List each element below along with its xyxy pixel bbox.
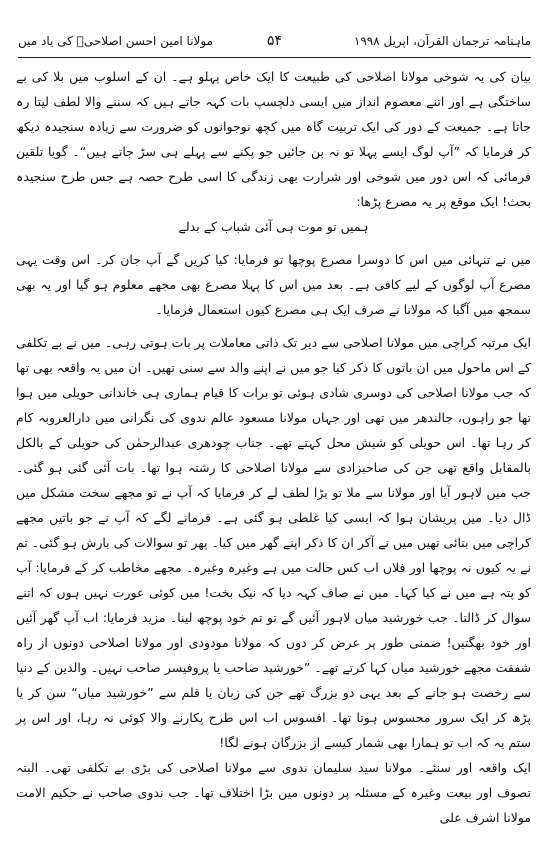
running-title: مولانا امین احسن اصلاحیؒ کی یاد میں [18, 34, 214, 48]
verse-line: ہمیں تو موت ہی آئی شباب کے بدلے [178, 219, 369, 234]
page-header [18, 30, 531, 52]
paragraph-4: ایک واقعہ اور سنئے۔ مولانا سید سلیمان ندوی سے مولانا اصلاحی کی بڑی بے تکلفی تھی۔ البتہ تصوف اور بیعت وغیرہ کے مسئلہ پر دونوں میں بڑا اختلاف تھا۔ جب ندوی صاحب نے حکیم الامت مولانا اشرف علی [16, 760, 531, 825]
paragraph-2: میں نے تنہائی میں اس کا دوسرا مصرع پوچھا تو فرمایا: کیا کریں گے آپ جان کر۔ اس وقت یہی مصرع آپ لوگوں کے لیے کافی ہے۔ بعد میں اس کا پہلا مصرع بھی مجھے معلوم ہو گیا اور یہ بھی سمجھ میں آگیا کہ مولانا نے صرف ایک ہی مصرع کیوں استعمال فرمایا۔ [16, 252, 531, 317]
header-divider [18, 57, 531, 58]
page-number: ۵۴ [266, 33, 283, 49]
journal-issue-label: ماہنامہ ترجمان القرآن، اپریل ۱۹۹۸ [353, 34, 531, 48]
paragraph-1: بیان کی یہ شوخی مولانا اصلاحی کی طبیعت کا ایک خاص پہلو ہے۔ ان کے اسلوب میں بلا کی بے ساختگی ہے اور اتنے معصوم انداز میں ایسی دلچسپ بات کہہ جاتے ہیں کہ سننے والا لطف لیتا رہ جاتا ہے۔ جمیعت کے دور کی ایک تربیت گاہ میں کچھ نوجوانوں کو ضرورت سے زیادہ سنجیدہ دیکھ کر فرمایا کہ ”آپ لوگ ایسے پہلا تو نہ بن جائیں جو پکنے سے پہلے ہی سڑ جاتے ہیں“۔ گویا تلقین فرمائی کہ اس دور میں شوخی اور شرارت بھی زندگی کا اسی طرح حصہ ہے جس طرح سنجیدہ بحث! ایک موقع پر یہ مصرع پڑھا: [16, 69, 531, 209]
paragraph-3: ایک مرتبہ کراچی میں مولانا اصلاحی سے دیر تک ذاتی معاملات پر بات ہوتی رہی۔ میں نے بے تکلفی کے اس ماحول میں ان باتوں کا ذکر کیا جو میں نے اپنے والد سے سنی تھیں۔ ان میں یہ واقعہ بھی تھا کہ جب مولانا اصلاحی کی دوسری شادی ہوئی تو برات کا قیام ہماری ہی خاندانی حویلی میں ہوا تھا جو راہوں، جالندھر میں تھی اور جہاں مولانا مسعود عالم ندوی کی نگرانی میں دارالعروبہ کام کر رہا تھا۔ اس حویلی کو شیش محل کہتے تھے۔ جناب چودھری عبدالرحمٰن کی حویلی کے بالکل بالمقابل واقع تھی جن کی صاحبزادی سے مولانا اصلاحی کا رشتہ ہوا تھا۔ بات آئی گئی ہو گئی۔ جب میں لاہور آیا اور مولانا سے ملا تو بڑا لطف لے کر فرمایا کہ آپ نے تو مجھے سخت مشکل میں ڈال دیا۔ میں پریشان ہوا کہ ایسی کیا غلطی ہو گئی ہے۔ فرمانے لگے کہ آپ نے جو باتیں مجھے کراچی میں بتائی تھیں میں نے آکر ان کا ذکر اپنے گھر میں کیا۔ پھر تو سوالات کی بارش ہو گئی۔ تم نے یہ کیوں نہ پوچھا اور فلاں اب کس حالت میں ہے وغیرہ وغیرہ۔ مجھے مخاطب کر کے فرمایا: آپ کو پتہ ہے میں نے کیا کہا۔ میں نے صاف کہہ دیا کہ نیک بخت! میں کوئی عورت نہیں ہوں کہ اتنے سوال کر ڈالتا۔ جب خورشید میاں لاہور آئیں گے تو تم خود پوچھ لینا۔ مزید فرمایا: اب آپ گھر آئیں اور خود بھگتیں! ضمنی طور پر عرض کر دوں کہ مولانا مودودی اور مولانا اصلاحی دونوں از راہ شفقت مجھے خورشید میاں کہا کرتے تھے۔ ”خورشید صاحب یا پروفیسر صاحب نہیں۔ والدین کے دنیا سے رخصت ہو جانے کے بعد یہی دو بزرگ تھے جن کی زبان یا قلم سے ”خورشید میاں“ سن کر یا پڑھ کر ایک سرور محسوس ہوتا تھا۔ افسوس اب اس طرح پکارنے والا کوئی نہ رہا، اور اس پر ستم یہ کہ اب تو ہمارا بھی شمار کیسے از بزرگان ہونے لگا! [16, 335, 531, 750]
article-body [16, 64, 531, 830]
